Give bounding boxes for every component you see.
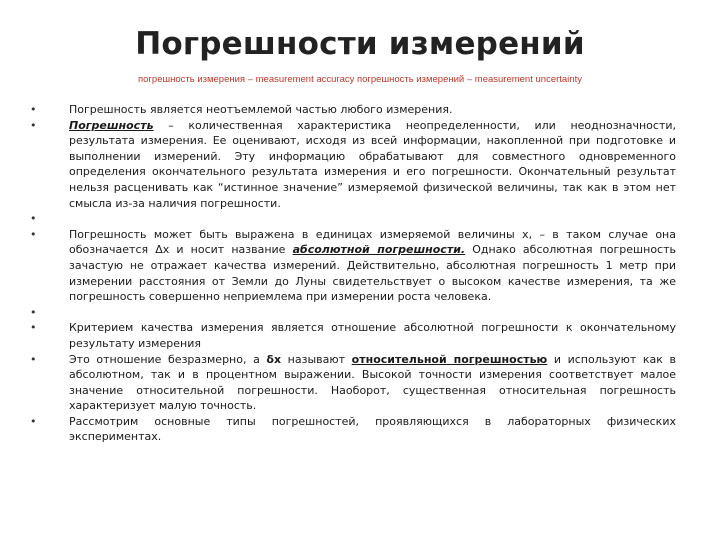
slide-title: Погрешности измерений: [135, 26, 585, 62]
term-emphasis: относительной погрешностью: [351, 352, 548, 366]
bullet-icon: •: [30, 227, 37, 241]
bullet-text: Погрешность может быть выражена в единицах измеряемой величины x, – в таком случае она обозначается Δx и носит название: [69, 227, 676, 257]
bullet-icon: •: [30, 212, 37, 226]
bullet-icon: •: [30, 103, 37, 116]
bullet-text: Критерием качества измерения является отношение абсолютной погрешности к окончательному результату измерения: [69, 321, 676, 350]
symbol-delta-x: δx: [266, 352, 282, 366]
bullet-text: и используют как в абсолютном, так и в процентном выражении. Высокой точности измерения соответствует малое значение относительной погрешности. Наоборот, существенная относительная погрешность характеризует малую точность.: [69, 352, 676, 413]
bullet-text: Рассмотрим основные типы погрешностей, проявляющихся в лабораторных физических экспериментах.: [69, 414, 676, 444]
bullet-text: – количественная характеристика неопределенности, или неоднозначности, результата измерения. Ее оценивают, исходя из всей информации, накопленной при подготовке и выполнении измерений. Эту информацию обрабатывают для совместного одновременного определения окончательного результата измерения и его погрешности. Окончательный результат нельзя расценивать как “истинное значение” измеряемой физической величины, так как в этом нет смысла из-за наличия погрешности.: [69, 118, 676, 210]
bullet-item: [30, 320, 676, 351]
bullet-icon: •: [30, 414, 37, 428]
term-emphasis: Погрешность: [69, 118, 154, 132]
term-emphasis: абсолютной погрешности.: [292, 243, 466, 257]
bullet-icon: •: [30, 321, 37, 335]
bullet-item-empty: [30, 211, 676, 227]
bullet-item: [30, 352, 676, 414]
bullet-text: Однако абсолютная погрешность зачастую не отражает качества измерений. Действительно, абсолютная погрешность 1 метр при измерении расстояния от Земли до Луны свидетельствует о высоком качестве измерения, та же погрешность совершенно неприемлема при измерении роста человека.: [69, 243, 676, 304]
slide-subtitle: погрешность измерения – measurement accuracy погрешность измерений – measurement uncertainty: [138, 74, 582, 85]
bullet-icon: •: [30, 118, 37, 132]
bullet-list: [30, 102, 676, 445]
bullet-item-empty: [30, 305, 676, 321]
bullet-text: Погрешность является неотъемлемой частью любого измерения.: [69, 103, 453, 116]
bullet-icon: •: [30, 305, 37, 319]
bullet-item: [30, 227, 676, 305]
bullet-item: [30, 414, 676, 445]
bullet-text: Это отношение безразмерно, а: [69, 352, 267, 366]
bullet-icon: •: [30, 352, 37, 366]
bullet-text: называют: [281, 352, 352, 366]
bullet-item: [30, 102, 676, 118]
bullet-item: [30, 118, 676, 212]
